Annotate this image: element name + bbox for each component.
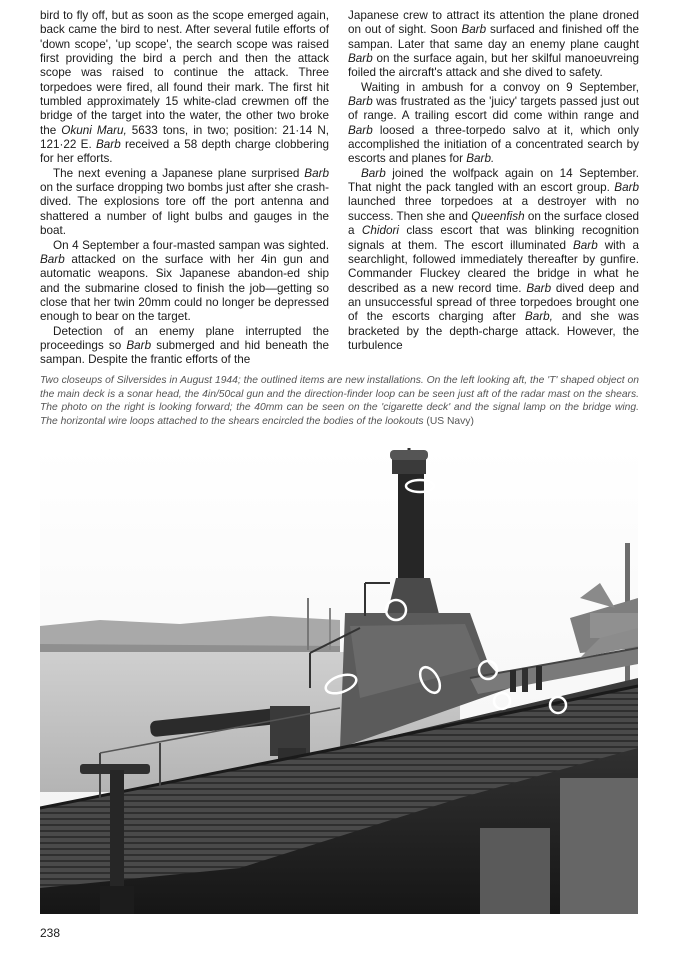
photo-caption	[40, 374, 639, 428]
text-run: dived deep and an unsuccessful spread of three torpedoes brought one of the escorts charging after	[348, 281, 639, 324]
text-run: Japanese crew to attract its attention the plane droned on out of sight. Soon	[348, 9, 639, 37]
italic-text: Queenfish	[471, 209, 525, 223]
text-run: was frustrated as the 'juicy' targets passed just out of range. A trailing escort did come within range and	[348, 95, 639, 123]
italic-text: Chidori	[361, 224, 399, 238]
text-run: submerged and hid beneath the sampan. Despite the frantic efforts of the	[40, 338, 329, 367]
italic-text: Barb	[348, 123, 373, 137]
text-run: on the surface again, but her skilful manoeuvreing foiled the aircraft's attack and she dived to safety.	[348, 52, 639, 80]
italic-text: Barb	[361, 166, 386, 180]
body-paragraph	[348, 167, 639, 353]
text-run: joined the wolfpack again on 14 September. That night the pack tangled with an escort group.	[348, 166, 639, 195]
text-run: launched three torpedoes at a destroyer with no success. Then she and	[348, 195, 639, 223]
italic-text: Barb	[348, 52, 373, 66]
italic-text: Barb	[40, 252, 65, 266]
text-run: on the surface dropping two bombs just after she crash-dived. The explosions tore off the port antenna and shattered a number of light bulbs and gauges in the boat.	[40, 181, 329, 238]
italic-text: Barb	[304, 166, 329, 180]
text-run: with a searchlight, followed immediately thereafter by gunfire. Commander Fluckey cleared the bridge in what he described as a new record time.	[348, 238, 640, 295]
body-paragraph	[40, 239, 329, 325]
italic-text: Barb	[348, 95, 373, 109]
italic-text: Barb	[614, 181, 639, 195]
body-paragraph	[40, 167, 329, 239]
body-paragraph	[348, 9, 639, 81]
body-paragraph	[40, 325, 329, 368]
caption-text: Two closeups of Silversides in August 1944; the outlined items are new installations. On the left looking aft, the 'T' shaped object on the main deck is a sonar head, the 4in/50cal gun and the direction-finder loop can be seen just aft of the radar mast on the shears. The photo on the right is looking forward; the 40mm can be seen on the 'cigarette deck' and the signal lamp on the bridge wing. The horizontal wire loops attached to the shears encircled the bodies of the lookouts	[40, 375, 639, 427]
text-run: and she was bracketed by the depth-charge attack. However, the turbulence	[348, 310, 640, 352]
text-run: On 4 September a four-masted sampan was sighted.	[53, 238, 329, 252]
text-run: received a 58 depth charge clobbering for her efforts.	[40, 138, 329, 166]
caption-credit: (US Navy)	[426, 415, 474, 427]
italic-text: Barb	[461, 23, 487, 37]
body-paragraph	[40, 9, 329, 167]
text-run: surfaced and finished off the sampan. Later that same day an enemy plane caught	[348, 23, 639, 51]
body-paragraph	[348, 81, 639, 167]
italic-text: Barb	[573, 238, 598, 252]
text-run: Detection of an enemy plane interrupted the proceedings so	[40, 324, 329, 352]
italic-text: Okuni Maru,	[61, 123, 127, 137]
italic-text: Barb,	[524, 310, 553, 324]
text-run: Waiting in ambush for a convoy on 9 September,	[361, 80, 639, 94]
text-run: on the surface closed a	[348, 209, 639, 238]
text-run: attacked on the surface with her 4in gun and automatic weapons. Six Japanese abandon-ed ship and the submarine closed to finish the job—getting so close that her twin 20mm could no longer be depressed enough to bear on the target.	[40, 252, 329, 324]
text-run: loosed a three-torpedo salvo at it, which only accomplished the initiation of a concentrated search by escorts and planes for	[348, 123, 639, 166]
italic-text: Barb.	[466, 152, 495, 166]
italic-text: Barb	[126, 338, 152, 352]
text-run: class escort that was blinking recognition signals at them. The escort illuminated	[348, 224, 639, 252]
text-run: bird to fly off, but as soon as the scope emerged again, back came the bird to nest. After several futile efforts of 'down scope', 'up scope', the search scope was raised first providing the bird a perch and then the attack scope was raised to continue the attack. Three torpedoes were fired, all found their mark. The first hit tumbled approximately 15 white-clad crewmen off the bridge of the target into the water, the other two broke the	[40, 9, 329, 137]
submarine-photo-drawing	[40, 448, 638, 914]
page-number: 238	[40, 926, 61, 940]
text-run: The next evening a Japanese plane surprised	[53, 166, 305, 180]
italic-text: Barb	[96, 138, 121, 152]
submarine-photo	[40, 448, 638, 914]
left-text-column	[40, 9, 329, 368]
italic-text: Barb	[526, 281, 552, 295]
text-run: 5633 tons, in two; position: 21·14 N, 121·22 E.	[40, 123, 330, 152]
right-text-column	[348, 9, 639, 353]
